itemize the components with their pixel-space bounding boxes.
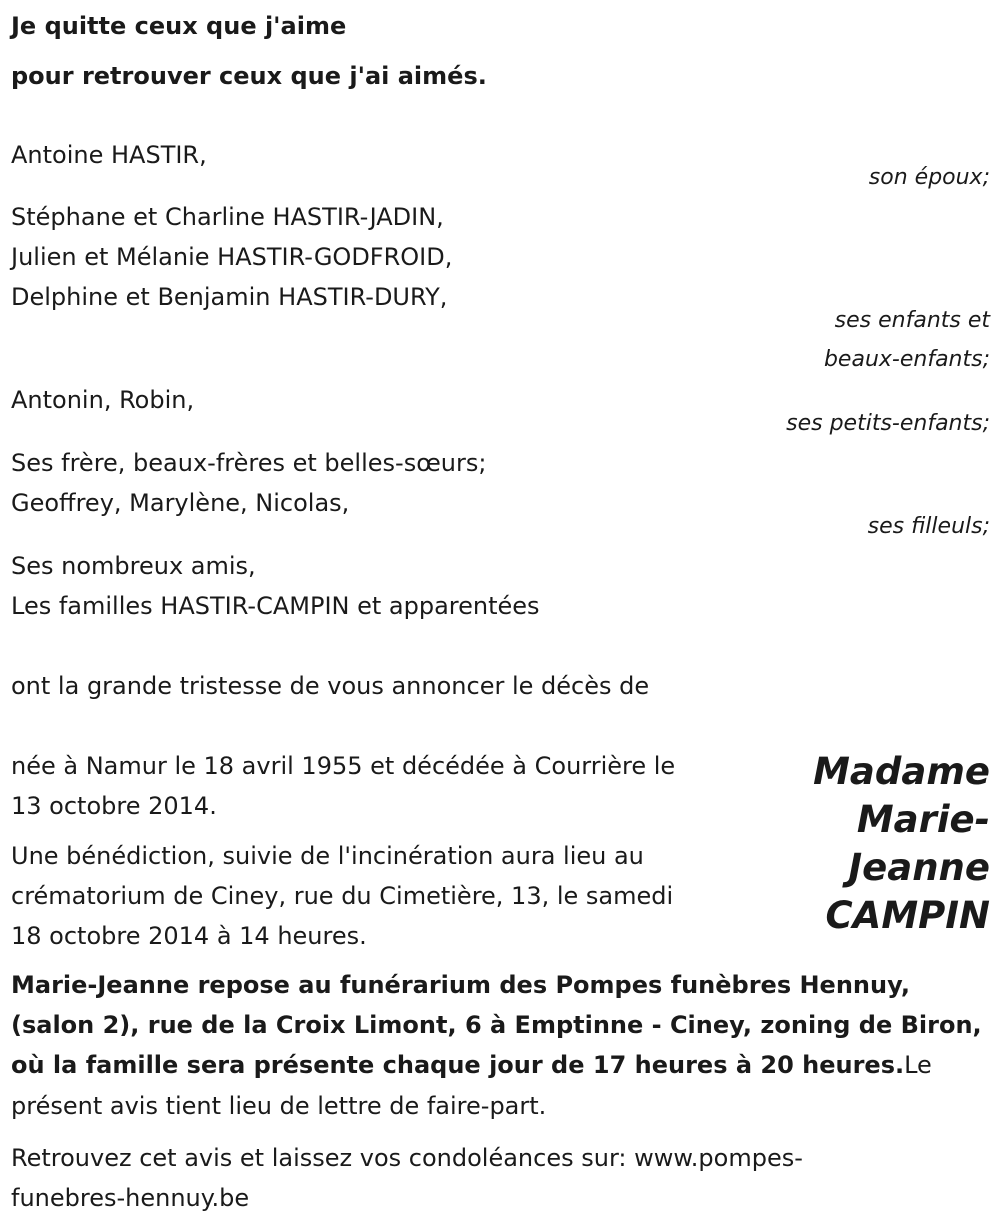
funerarium-line-3 <box>11 1045 932 1085</box>
funerarium-visiting-hours: où la famille sera présente chaque jour de 17 heures à 20 heures. <box>11 1051 905 1079</box>
godchildren-names: Geoffrey, Marylène, Nicolas, <box>11 489 350 517</box>
epigraph-line-2: pour retrouver ceux que j'ai aimés. <box>11 62 487 90</box>
deceased-title: Madame <box>813 750 990 793</box>
funerarium-notice-start: Le <box>904 1051 932 1079</box>
child-couple-1: Stéphane et Charline HASTIR-JADIN, <box>11 203 444 231</box>
child-couple-3: Delphine et Benjamin HASTIR-DURY, <box>11 283 448 311</box>
condolences-line-2: funebres-hennuy.be <box>11 1184 250 1212</box>
grandchildren-names: Antonin, Robin, <box>11 386 195 414</box>
spouse-role: son époux; <box>868 165 990 190</box>
families-line: Les familles HASTIR-CAMPIN et apparentées <box>11 592 540 620</box>
deceased-first-name-line-1: Marie- <box>856 798 990 841</box>
siblings-line: Ses frère, beaux-frères et belles-sœurs; <box>11 449 487 477</box>
condolences-line-1: Retrouvez cet avis et laissez vos condoléances sur: www.pompes- <box>11 1144 803 1172</box>
ceremony-line-3: 18 octobre 2014 à 14 heures. <box>11 922 367 950</box>
announcement-text: ont la grande tristesse de vous annoncer le décès de <box>11 672 650 700</box>
grandchildren-role: ses petits-enfants; <box>786 411 990 436</box>
children-role-line-1: ses enfants et <box>834 308 990 333</box>
ceremony-line-2: crématorium de Ciney, rue du Cimetière, 13, le samedi <box>11 882 674 910</box>
deceased-name-block <box>813 748 990 940</box>
birth-death-line-1: née à Namur le 18 avril 1955 et décédée à Courrière le <box>11 752 676 780</box>
funerarium-line-4: présent avis tient lieu de lettre de faire-part. <box>11 1092 547 1120</box>
friends-line: Ses nombreux amis, <box>11 552 256 580</box>
birth-death-line-2: 13 octobre 2014. <box>11 792 217 820</box>
godchildren-role: ses filleuls; <box>867 514 990 539</box>
children-role-line-2: beaux-enfants; <box>823 347 990 372</box>
spouse-name: Antoine HASTIR, <box>11 141 207 169</box>
funerarium-line-2: (salon 2), rue de la Croix Limont, 6 à Emptinne - Ciney, zoning de Biron, <box>11 1011 982 1039</box>
funerarium-line-1: Marie-Jeanne repose au funérarium des Pompes funèbres Hennuy, <box>11 971 910 999</box>
child-couple-2: Julien et Mélanie HASTIR-GODFROID, <box>11 243 453 271</box>
ceremony-line-1: Une bénédiction, suivie de l'incinération aura lieu au <box>11 842 644 870</box>
deceased-last-name: CAMPIN <box>825 894 990 937</box>
epigraph-line-1: Je quitte ceux que j'aime <box>11 12 347 40</box>
deceased-first-name-line-2: Jeanne <box>848 846 990 889</box>
